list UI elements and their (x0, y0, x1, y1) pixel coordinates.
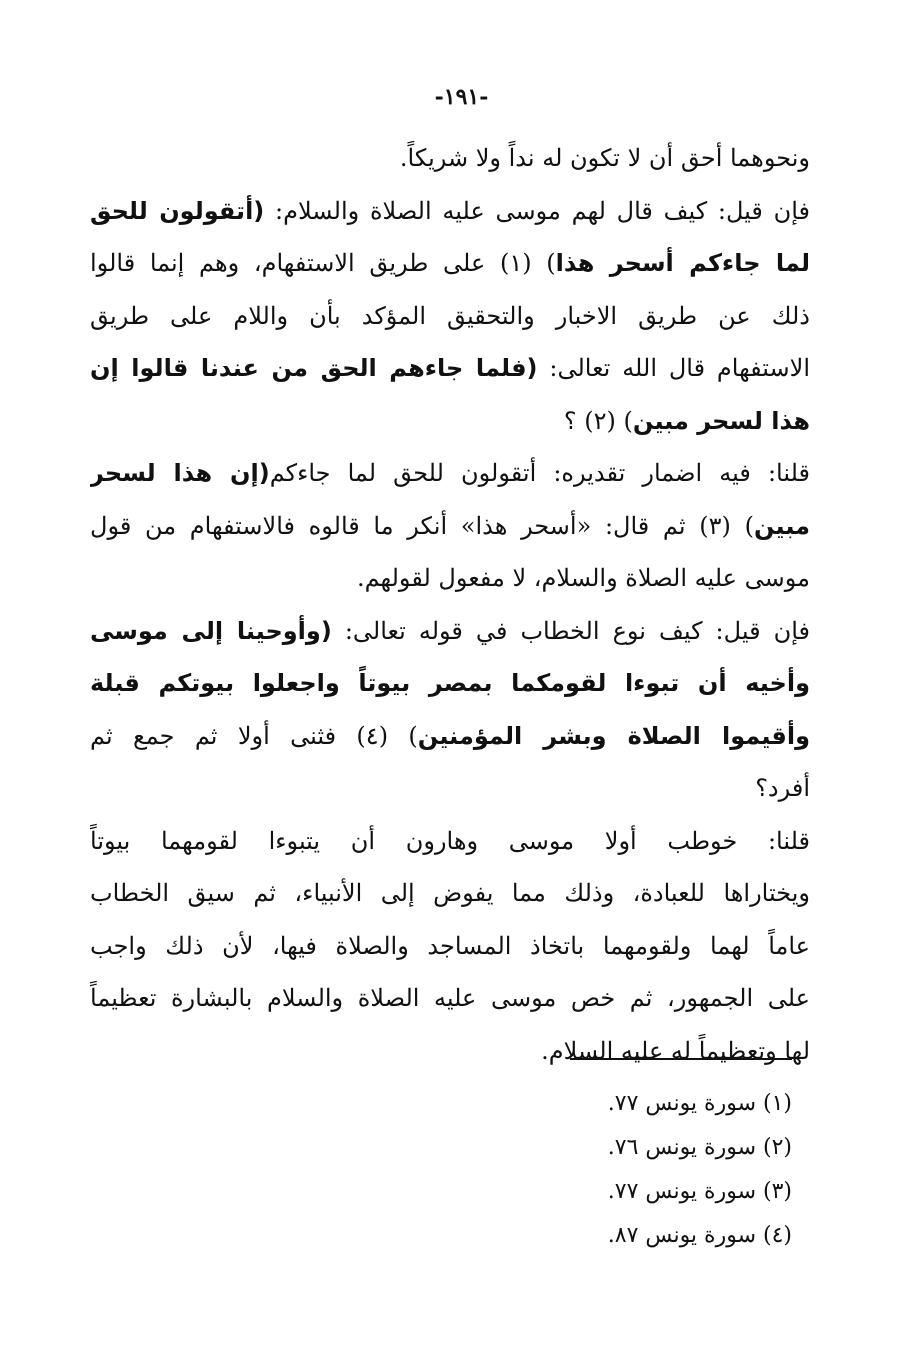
text-line: عاماً لهما ولقومهما باتخاذ المساجد والصلاة فيها، لأن ذلك واجب (90, 931, 810, 960)
quran-quote: هذا لسحر مبين (632, 406, 810, 435)
quran-quote: (أتقولون للحق (90, 196, 265, 225)
footnotes (560, 1082, 792, 1258)
text-line (90, 447, 810, 500)
page-number: -١٩١- (434, 84, 489, 110)
footnote: (١) سورة يونس ٧٧. (607, 1091, 792, 1116)
text-segment: ) (٤) فثنى أولا ثم جمع ثم (90, 721, 418, 750)
text-line (90, 500, 810, 553)
quran-quote: وأخيه أن تبوءا لقومكما بمصر بيوتاً واجعلوا بيوتكم قبلة (90, 669, 810, 697)
text-line: قلنا: خوطب أولا موسى وهارون أن يتبوءا لقومهما بيوتاً (90, 826, 810, 855)
text-line: ويختاراها للعبادة، وذلك مما يفوض إلى الأنبياء، ثم سيق الخطاب (90, 879, 810, 907)
quran-quote: مبين (753, 511, 810, 540)
quran-quote: لما جاءكم أسحر هذا (555, 249, 810, 277)
text-segment: قلنا: فيه اضمار تقديره: أتقولون للحق لما جاءكم (269, 459, 810, 487)
text-line: لها وتعظيماً له عليه السلام. (541, 1036, 810, 1065)
text-line (90, 237, 810, 290)
quran-quote: (فلما جاءهم الحق من عندنا قالوا إن (90, 354, 538, 382)
body-text (90, 132, 810, 1077)
text-line (90, 395, 810, 448)
text-line (90, 605, 810, 658)
footnote: (٣) سورة يونس ٧٧. (607, 1179, 792, 1204)
text-segment: ) (١) على طريق الاستفهام، وهم إنما قالوا (90, 249, 556, 277)
text-segment: الاستفهام قال الله تعالى: (537, 354, 810, 382)
footnote: (٢) سورة يونس ٧٦. (607, 1135, 792, 1160)
text-segment: فإن قيل: كيف قال لهم موسى عليه الصلاة والسلام: (264, 196, 810, 225)
text-segment: ) (٣) ثم قال: «أسحر هذا» أنكر ما قالوه فالاستفهام من قول (90, 511, 754, 540)
text-segment: ) (٢) ؟ (563, 406, 633, 435)
quran-quote: (إن هذا لسحر (90, 459, 270, 487)
quran-quote: وأقيموا الصلاة وبشر المؤمنين (417, 721, 810, 750)
text-line: ونحوهما أحق أن لا تكون له نداً ولا شريكاً. (399, 144, 810, 172)
text-line: أفرد؟ (755, 774, 810, 802)
text-line (90, 342, 810, 395)
text-line (90, 185, 810, 238)
footnote-divider (570, 1058, 792, 1060)
text-line: ذلك عن طريق الاخبار والتحقيق المؤكد بأن واللام على طريق (90, 301, 810, 330)
quran-quote: (وأوحينا إلى موسى (90, 616, 332, 645)
text-line: على الجمهور، ثم خص موسى عليه الصلاة والسلام بالبشارة تعظيماً (90, 984, 810, 1012)
text-segment: فإن قيل: كيف نوع الخطاب في قوله تعالى: (331, 616, 810, 645)
text-line (90, 710, 810, 763)
text-line (90, 657, 810, 710)
footnote: (٤) سورة يونس ٨٧. (607, 1223, 792, 1248)
text-line: موسى عليه الصلاة والسلام، لا مفعول لقولهم. (356, 564, 810, 592)
